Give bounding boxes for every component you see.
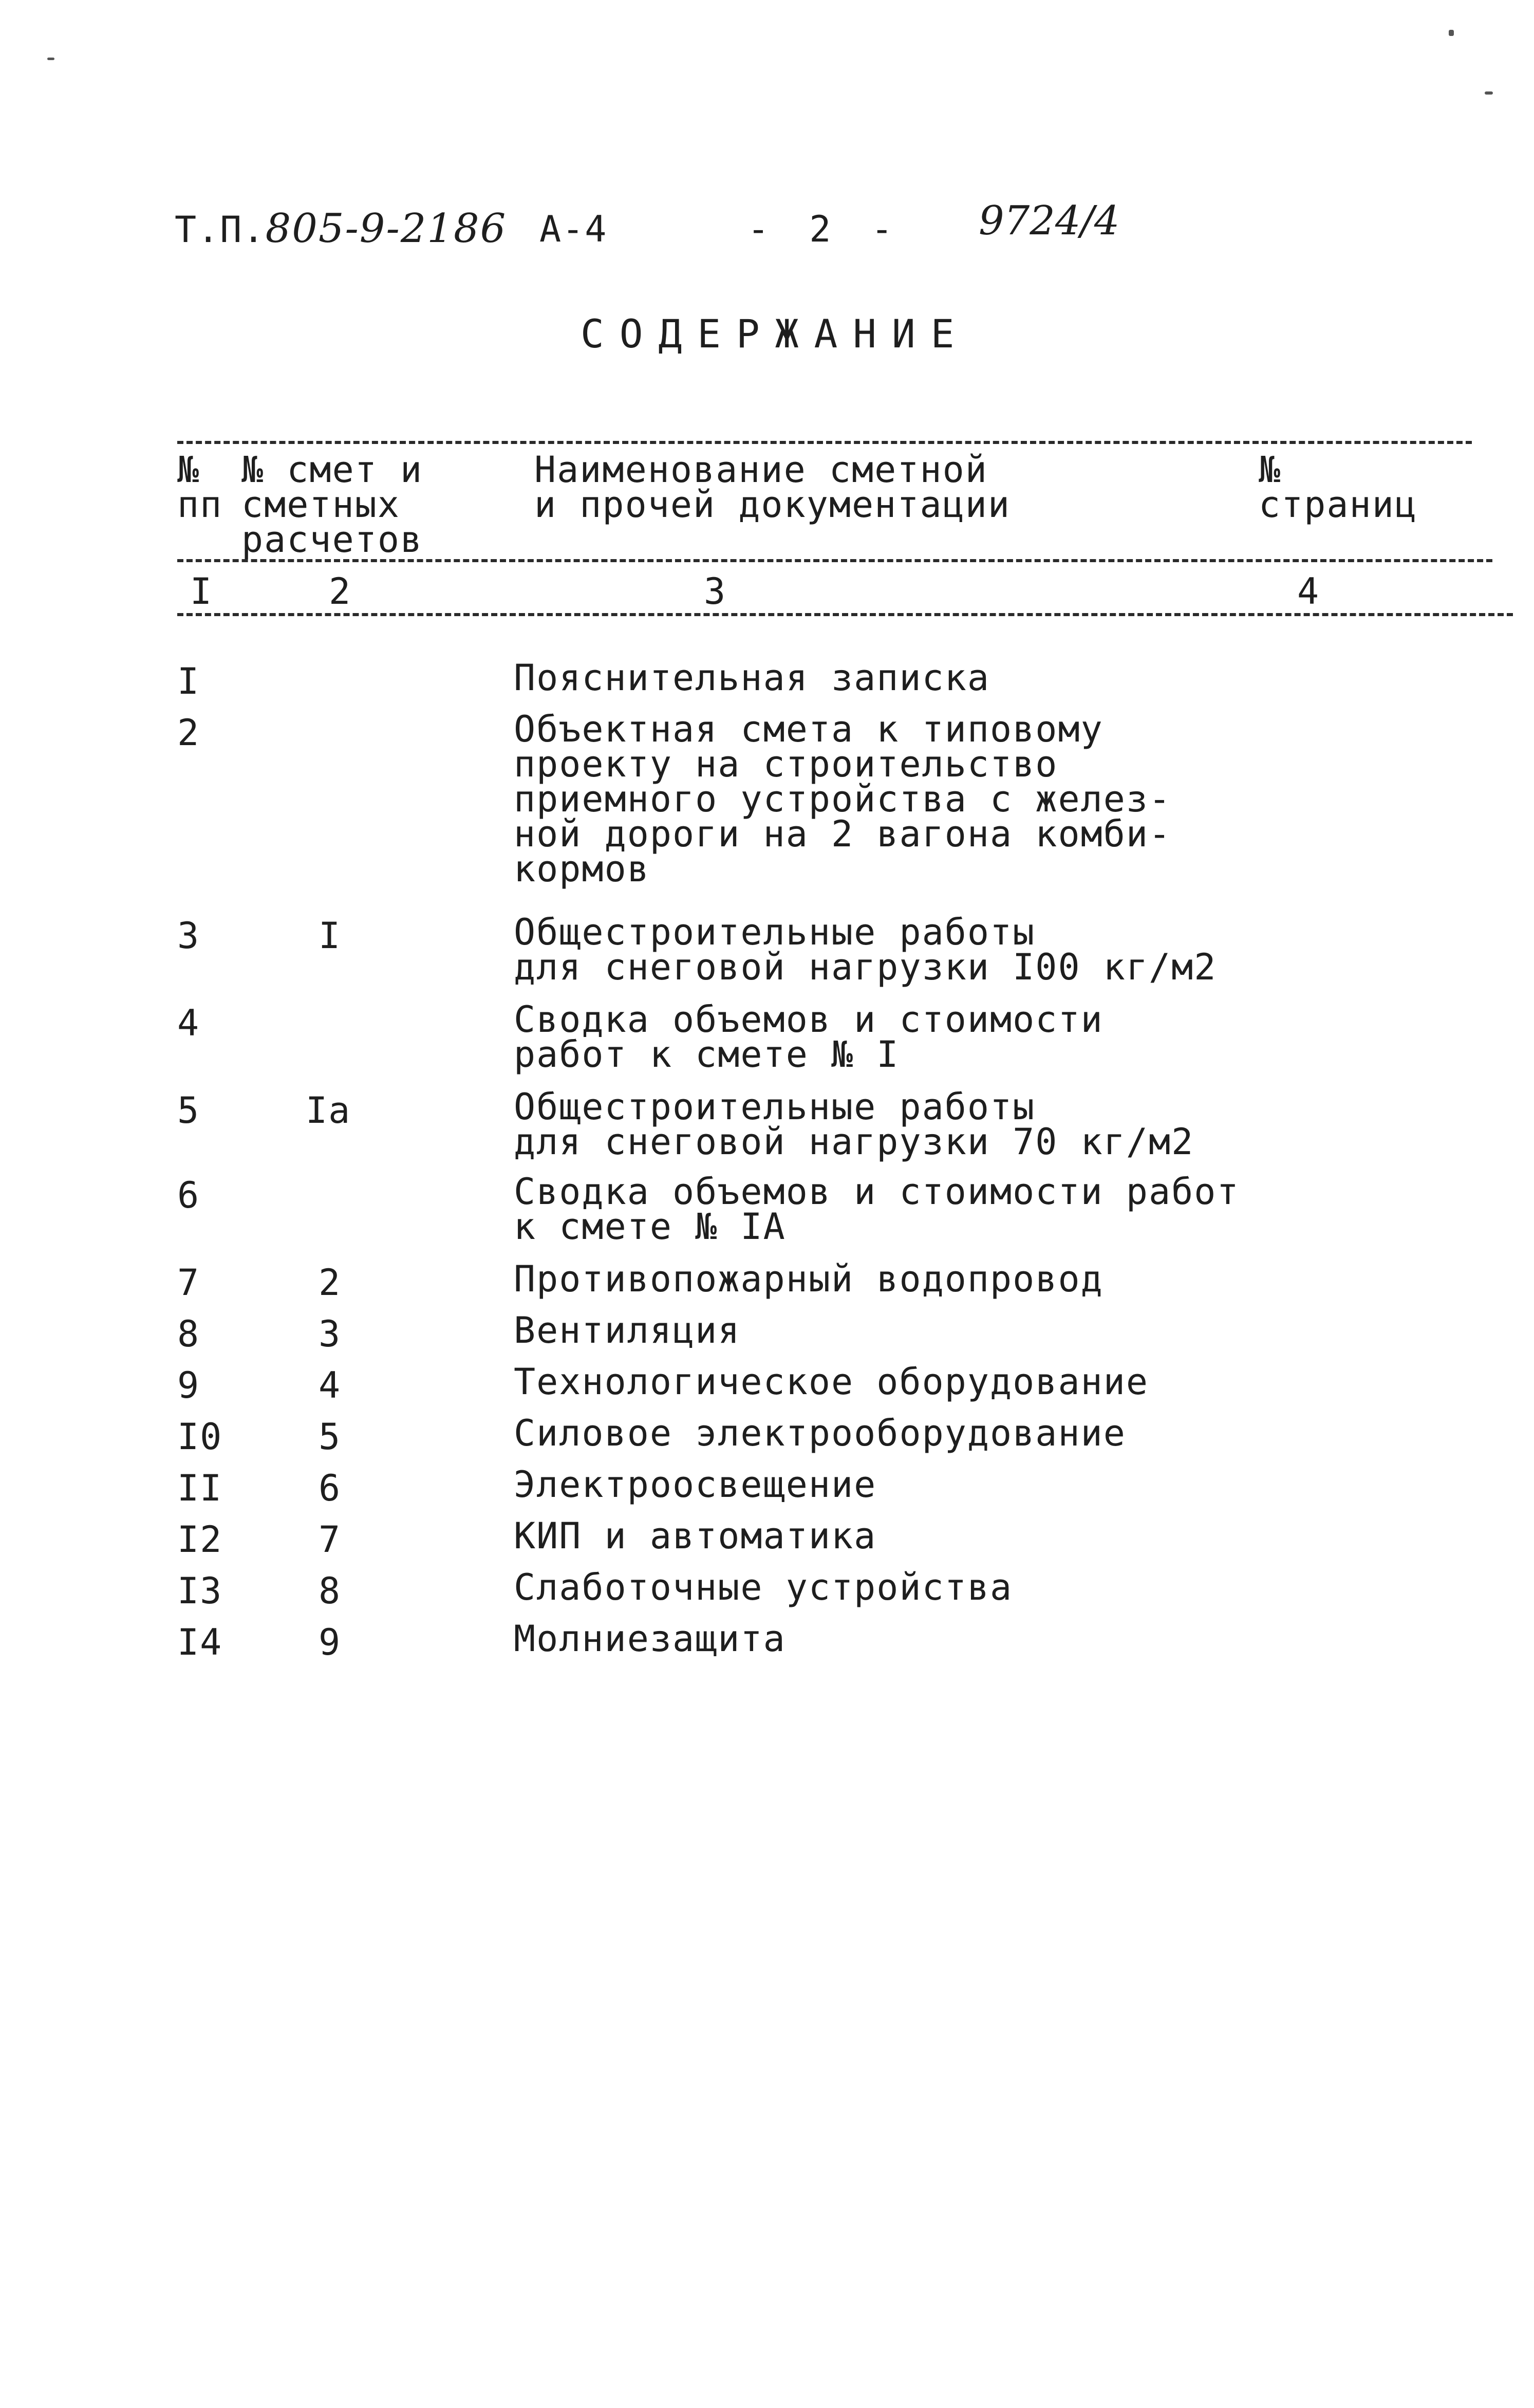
document-name-line: приемного устройства с желез-: [514, 778, 1172, 820]
header-col3: [534, 449, 1011, 526]
document-name: [514, 1309, 741, 1351]
handwritten-code: 805-9-2186: [265, 206, 507, 252]
row-number: I: [177, 660, 200, 702]
header-col1-line: №: [177, 449, 200, 491]
document-name-line: Силовое электрооборудование: [514, 1412, 1126, 1454]
document-name: [514, 657, 990, 699]
row-number: 8: [177, 1313, 200, 1355]
row-number: 7: [177, 1262, 200, 1304]
header-col1: [177, 449, 223, 526]
header-col4-line: страниц: [1259, 484, 1418, 526]
document-name: [514, 1515, 877, 1557]
row-number: I0: [177, 1416, 223, 1458]
row-number: I4: [177, 1621, 223, 1663]
header-col4-line: №: [1259, 449, 1282, 491]
column-number-1: I: [190, 570, 213, 613]
code-prefix: Т.П.: [175, 209, 266, 251]
handwritten-sheet-number: 9724/4: [979, 198, 1120, 244]
estimate-number: 7: [319, 1518, 342, 1561]
scan-speck: [1485, 91, 1493, 95]
document-code: [175, 206, 507, 252]
document-name: [514, 911, 1217, 988]
page-title: СОДЕРЖАНИЕ: [581, 311, 970, 357]
estimate-number: 9: [319, 1621, 342, 1663]
document-name-line: ной дороги на 2 вагона комби-: [514, 813, 1172, 855]
estimate-number: 8: [319, 1570, 342, 1612]
document-name-line: для снеговой нагрузки I00 кг/м2: [514, 946, 1217, 988]
document-name-line: Противопожарный водопровод: [514, 1258, 1103, 1300]
estimate-number: 4: [319, 1364, 342, 1406]
row-number: 5: [177, 1089, 200, 1132]
header-col4: [1259, 449, 1418, 526]
scan-speck: [47, 58, 54, 60]
document-name-line: проекту на строительство: [514, 743, 1058, 785]
column-number-3: 3: [704, 570, 727, 613]
column-numbers-rule: [177, 613, 1513, 616]
estimate-number: Iа: [306, 1089, 351, 1132]
document-name-line: Объектная смета к типовому: [514, 708, 1103, 750]
page-number: - 2 -: [747, 208, 902, 250]
document-name-line: к смете № IА: [514, 1206, 786, 1248]
header-col2-line: № смет и: [241, 449, 423, 491]
row-number: 4: [177, 1002, 200, 1044]
document-name-line: КИП и автоматика: [514, 1515, 877, 1557]
document-name-line: Вентиляция: [514, 1309, 741, 1351]
document-name-line: кормов: [514, 848, 650, 890]
document-name: [514, 1412, 1126, 1454]
header-col1-line: пп: [177, 484, 223, 526]
estimate-number: 3: [319, 1313, 342, 1355]
row-number: 2: [177, 712, 200, 754]
estimate-number: 5: [319, 1416, 342, 1458]
row-number: II: [177, 1467, 223, 1509]
document-name-line: Технологическое оборудование: [514, 1361, 1149, 1403]
document-name-line: Пояснительная записка: [514, 657, 990, 699]
document-name-line: Слаботочные устройства: [514, 1566, 1013, 1608]
row-number: I2: [177, 1518, 223, 1561]
estimate-number: 2: [319, 1262, 342, 1304]
document-name-line: Сводка объемов и стоимости работ: [514, 1171, 1240, 1213]
document-name: [514, 998, 1103, 1076]
album-number: А-4: [539, 208, 608, 250]
row-number: 3: [177, 915, 200, 957]
document-name: [514, 1618, 786, 1660]
document-name: [514, 1086, 1194, 1163]
column-number-2: 2: [329, 570, 352, 613]
document-name-line: Электроосвещение: [514, 1464, 877, 1506]
header-col3-line: и прочей документации: [534, 484, 1011, 526]
header-col2-line: расчетов: [241, 518, 423, 561]
row-number: 6: [177, 1174, 200, 1216]
document-name: [514, 1171, 1240, 1248]
estimate-number: I: [319, 915, 342, 957]
header-col2-line: сметных: [241, 484, 401, 526]
document-name: [514, 1258, 1103, 1300]
document-name-line: работ к смете № I: [514, 1033, 900, 1076]
table-top-rule: [177, 441, 1472, 444]
header-col2: [241, 449, 423, 561]
document-name-line: Сводка объемов и стоимости: [514, 998, 1103, 1041]
document-name: [514, 708, 1172, 890]
column-number-4: 4: [1297, 570, 1320, 613]
estimate-number: 6: [319, 1467, 342, 1509]
document-name: [514, 1566, 1013, 1608]
scan-speck: [1449, 30, 1454, 36]
document-name-line: для снеговой нагрузки 70 кг/м2: [514, 1121, 1194, 1163]
document-name: [514, 1361, 1149, 1403]
header-col3-line: Наименование сметной: [534, 449, 988, 491]
document-name-line: Общестроительные работы: [514, 911, 1036, 953]
document-name-line: Молниезащита: [514, 1618, 786, 1660]
document-name: [514, 1464, 877, 1506]
document-name-line: Общестроительные работы: [514, 1086, 1036, 1128]
row-number: 9: [177, 1364, 200, 1406]
row-number: I3: [177, 1570, 223, 1612]
header-bottom-rule: [177, 559, 1492, 562]
